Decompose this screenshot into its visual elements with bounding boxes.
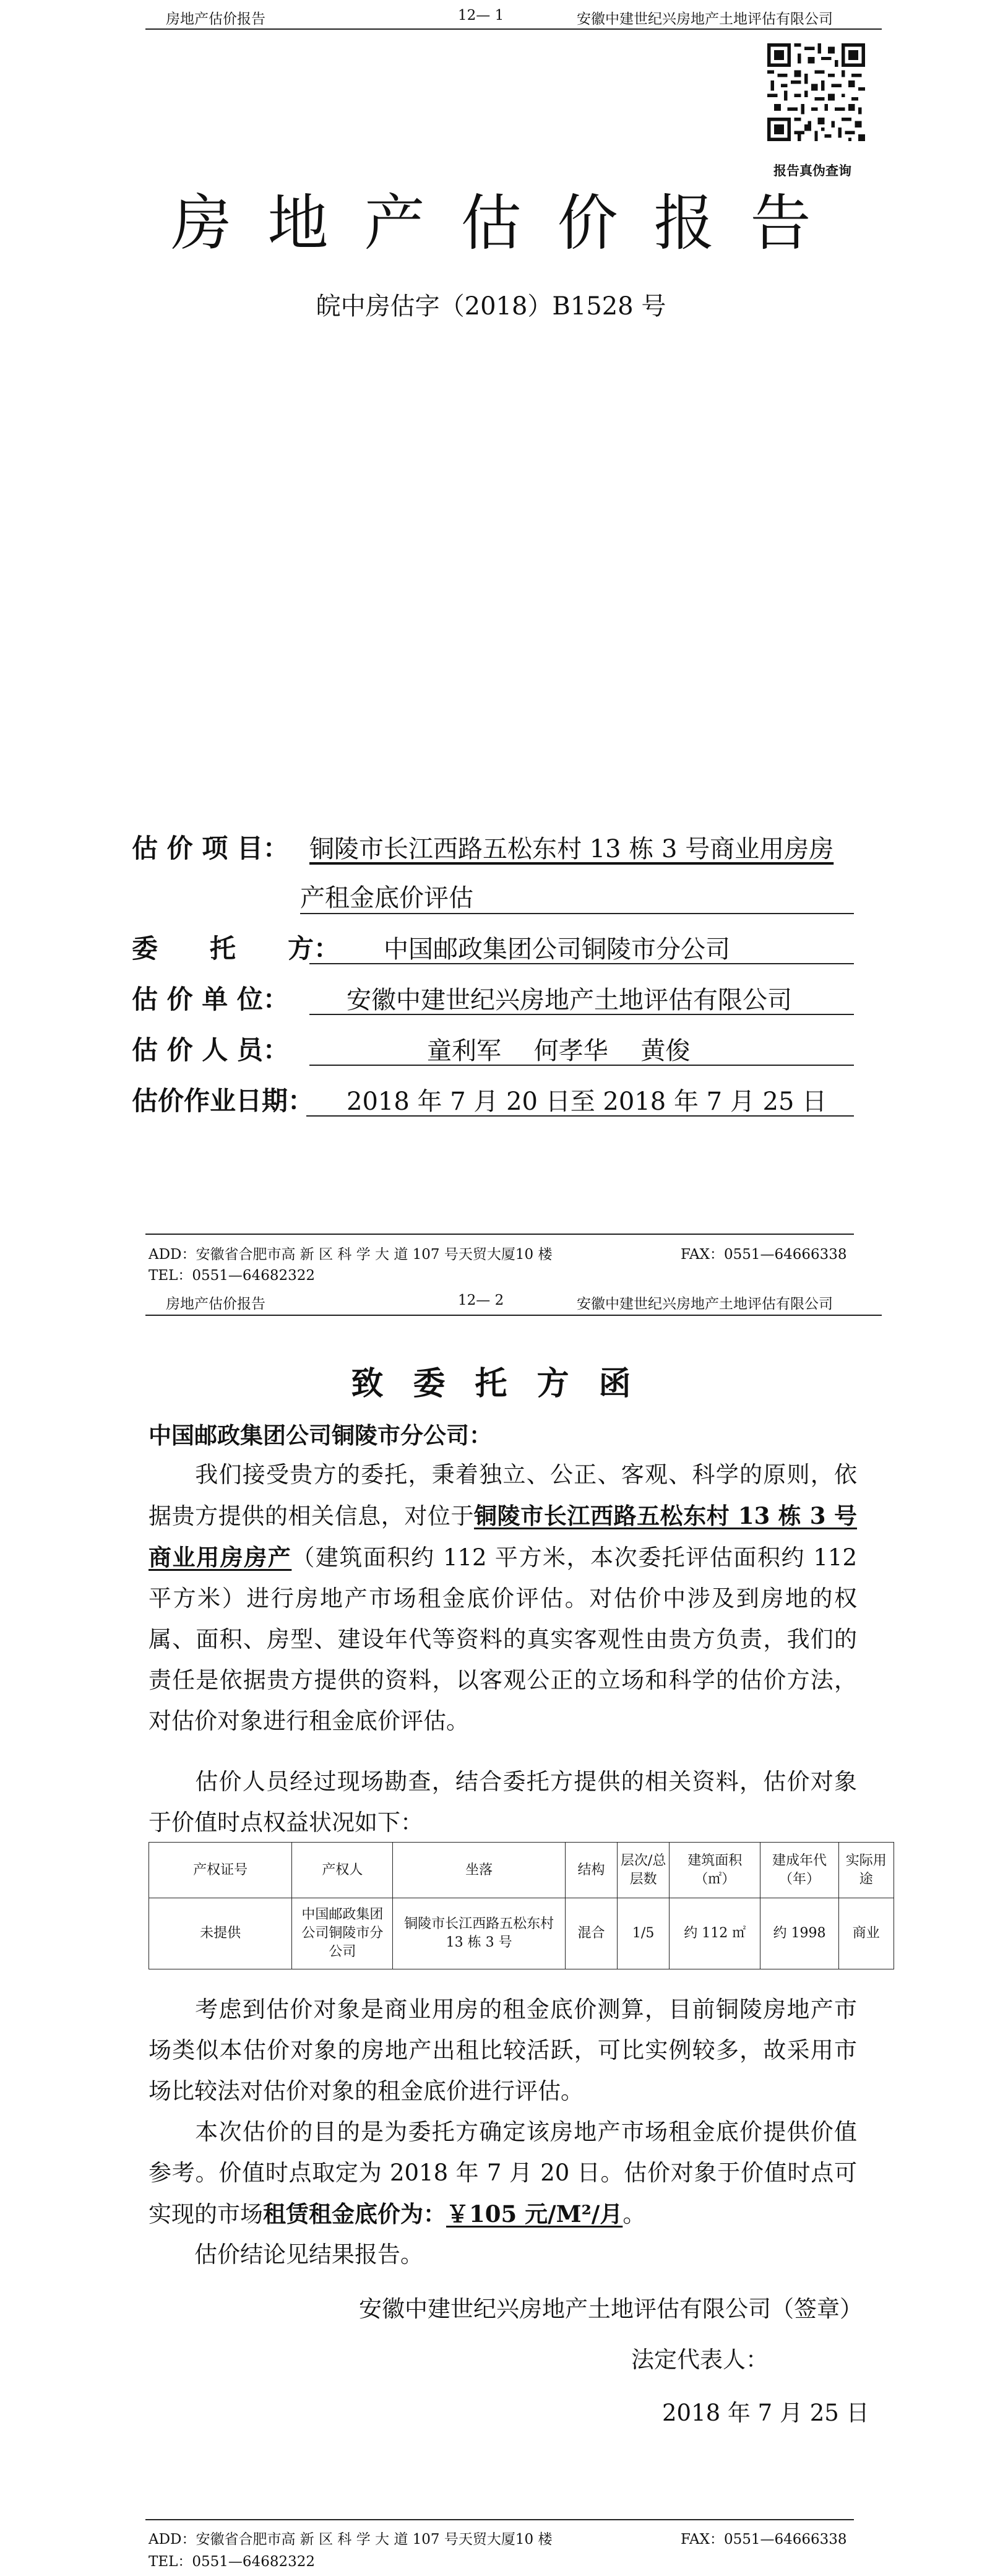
footer-rule — [145, 2519, 854, 2520]
footer-tel: TEL：0551—64682322 — [149, 1268, 316, 1284]
underline — [309, 963, 854, 964]
letter-addressee: 中国邮政集团公司铜陵市分公司： — [149, 1422, 492, 1449]
underline — [300, 913, 854, 914]
page-header-title: 房地产估价报告 — [166, 11, 265, 27]
label-appraiser-org: 估 价 单 位： — [132, 984, 289, 1014]
qr-caption: 报告真伪查询 — [773, 163, 851, 178]
footer-tel: TEL：0551—64682322 — [149, 2554, 316, 2570]
label-work-date: 估价作业日期： — [132, 1086, 314, 1116]
table-header: 产权证号 — [149, 1843, 292, 1898]
footer-fax: FAX：0551—64666338 — [681, 1247, 847, 1263]
table-header: 实际用途 — [838, 1843, 894, 1898]
label-appraisers: 估 价 人 员： — [132, 1035, 289, 1065]
table-row — [149, 1898, 894, 1969]
page-header-company: 安徽中建世纪兴房地产土地评估有限公司 — [577, 11, 833, 27]
value-appraisers: 童利军 何孝华 黄俊 — [427, 1037, 691, 1065]
table-header: 层次/总层数 — [618, 1843, 670, 1898]
underline — [306, 1115, 854, 1117]
label-client: 委 托 方： — [132, 933, 340, 964]
footer-address: ADD：安徽省合肥市高 新 区 科 学 大 道 107 号天贸大厦10 楼 — [149, 2531, 553, 2548]
table-header: 建成年代（年） — [760, 1843, 838, 1898]
table-cell: 1/5 — [618, 1898, 670, 1969]
qr-code-icon — [767, 43, 865, 141]
footer-rule — [145, 1234, 854, 1235]
header-rule — [145, 1315, 882, 1316]
page-header-title: 房地产估价报告 — [166, 1296, 265, 1312]
table-cell: 约 1998 — [760, 1898, 838, 1969]
header-rule — [145, 28, 882, 30]
rights-table — [149, 1842, 894, 1969]
underline — [309, 1065, 854, 1066]
table-cell: 商业 — [838, 1898, 894, 1969]
page-header-company: 安徽中建世纪兴房地产土地评估有限公司 — [577, 1296, 833, 1312]
footer-fax: FAX：0551—64666338 — [681, 2531, 847, 2548]
footer-address: ADD：安徽省合肥市高 新 区 科 学 大 道 107 号天贸大厦10 楼 — [149, 1247, 553, 1263]
report-title: 房地产估价报告 — [171, 188, 847, 259]
label-project: 估 价 项 目： — [132, 833, 289, 863]
table-cell: 中国邮政集团公司铜陵市分公司 — [292, 1898, 393, 1969]
value-work-date: 2018 年 7 月 20 日至 2018 年 7 月 25 日 — [347, 1087, 827, 1116]
value-client: 中国邮政集团公司铜陵市分公司 — [384, 935, 730, 964]
letter-paragraph-4: 本次估价的目的是为委托方确定该房地产市场租金底价提供价值参考。价值时点取定为 2018 年 7 月 20 日。估价对象于价值时点可实现的市场租赁租金底价为：￥105 元/M²/月。 — [149, 2119, 857, 2228]
table-cell: 未提供 — [149, 1898, 292, 1969]
value-appraiser-org: 安徽中建世纪兴房地产土地评估有限公司 — [347, 986, 792, 1014]
letter-paragraph-2: 估价人员经过现场勘查，结合委托方提供的相关资料，估价对象于价值时点权益状况如下： — [149, 1768, 857, 1836]
table-cell: 混合 — [565, 1898, 617, 1969]
letter-paragraph-5: 估价结论见结果报告。 — [194, 2241, 423, 2268]
page-number: 12— 2 — [458, 1292, 504, 1308]
table-header: 产权人 — [292, 1843, 393, 1898]
page-number: 12— 1 — [458, 7, 504, 24]
signature-date: 2018 年 7 月 25 日 — [662, 2400, 869, 2426]
signature-company: 安徽中建世纪兴房地产土地评估有限公司（签章） — [359, 2296, 863, 2322]
table-header: 建筑面积（㎡） — [670, 1843, 760, 1898]
property-name: 铜陵市长江西路五松东村 13 栋 3 号商业用房房产 — [149, 1502, 857, 1571]
report-number: 皖中房估字（2018）B1528 号 — [316, 292, 666, 321]
letter-paragraph-3: 考虑到估价对象是商业用房的租金底价测算，目前铜陵房地产市场类似本估价对象的房地产出租比较活跃，可比实例较多，故采用市场比较法对估价对象的租金底价进行评估。 — [149, 1996, 857, 2104]
letter-title: 致委托方函 — [351, 1365, 661, 1403]
signature-representative: 法定代表人： — [631, 2346, 769, 2373]
table-header: 结构 — [565, 1843, 617, 1898]
table-cell: 铜陵市长江西路五松东村 13 栋 3 号 — [393, 1898, 566, 1969]
table-header: 坐落 — [393, 1843, 566, 1898]
underline — [309, 1014, 854, 1015]
price-value: ￥105 元/M²/月 — [446, 2200, 623, 2228]
price-label: 租赁租金底价为： — [263, 2200, 446, 2228]
table-cell: 约 112 ㎡ — [670, 1898, 760, 1969]
value-project-line2: 产租金底价评估 — [300, 884, 473, 912]
letter-paragraph-1: 我们接受贵方的委托，秉着独立、公正、客观、科学的原则，依据贵方提供的相关信息，对位于铜陵市长江西路五松东村 13 栋 3 号商业用房房产（建筑面积约 112 平方米，本次委托评估面积约 112 平方米）进行房地产市场租金底价评估。对估价中涉及到房地的权属、面积、房型、建设年代等资料的真实客观性由贵方负责，我们的责任是依据贵方提供的资料，以客观公正的立场和科学的估价方法，对估价对象进行租金底价评估。 — [149, 1461, 858, 1734]
value-project-line1: 铜陵市长江西路五松东村 13 栋 3 号商业用房房 — [309, 835, 834, 863]
table-header-row — [149, 1843, 894, 1898]
